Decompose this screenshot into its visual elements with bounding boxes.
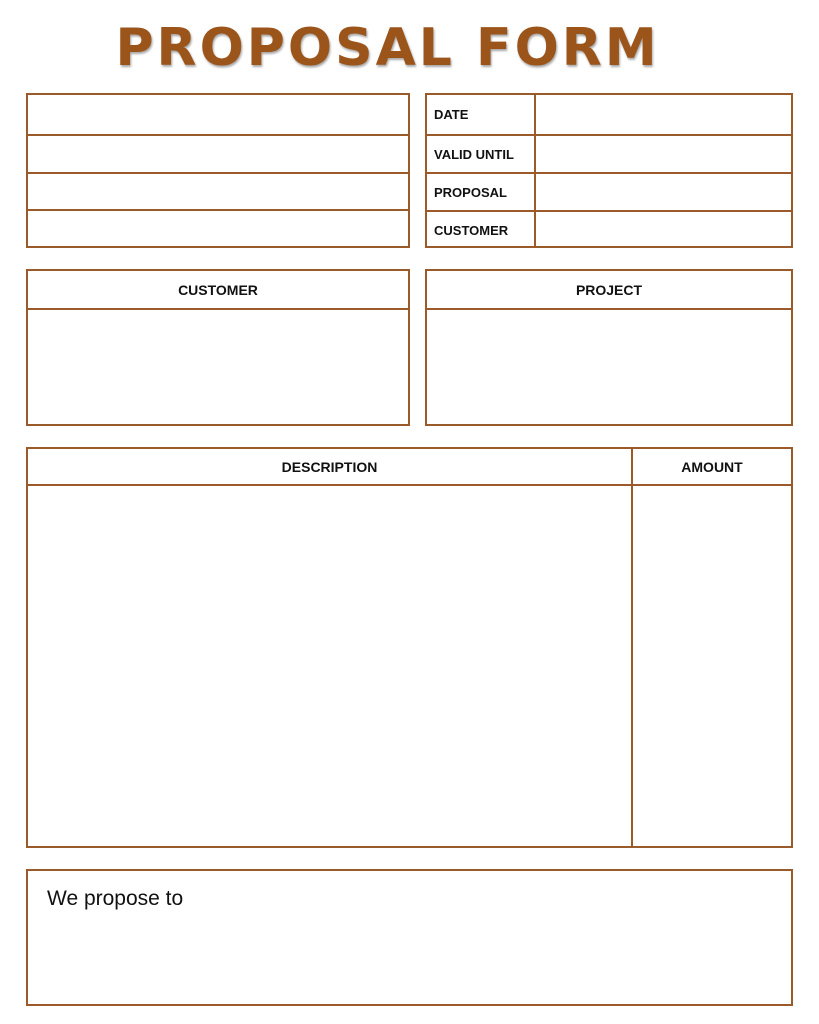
- amount-header: AMOUNT: [681, 458, 743, 475]
- page-title: PROPOSAL FORM: [115, 18, 660, 78]
- info-row-customer[interactable]: [427, 210, 791, 248]
- info-row-date[interactable]: [427, 95, 791, 134]
- info-label-proposal: PROPOSAL: [434, 184, 507, 200]
- info-row-proposal[interactable]: [427, 172, 791, 210]
- address-lines-box: [26, 93, 410, 248]
- project-box[interactable]: [425, 269, 793, 426]
- items-table-header: [28, 449, 791, 486]
- items-table[interactable]: [26, 447, 793, 848]
- items-column-divider: [631, 449, 633, 846]
- address-line-divider: [28, 172, 408, 174]
- propose-box[interactable]: [26, 869, 793, 1006]
- info-table: [425, 93, 793, 248]
- propose-text: We propose to: [47, 887, 184, 910]
- info-row-valid-until[interactable]: [427, 134, 791, 172]
- info-label-date: DATE: [434, 107, 469, 122]
- customer-header: CUSTOMER: [28, 271, 408, 310]
- customer-box[interactable]: [26, 269, 410, 426]
- info-label-customer: CUSTOMER: [434, 222, 509, 238]
- description-header: DESCRIPTION: [281, 458, 378, 475]
- address-line-divider: [28, 209, 408, 211]
- address-line-divider: [28, 134, 408, 136]
- info-label-valid-until: VALID UNTIL: [434, 146, 514, 162]
- project-header: PROJECT: [427, 271, 791, 310]
